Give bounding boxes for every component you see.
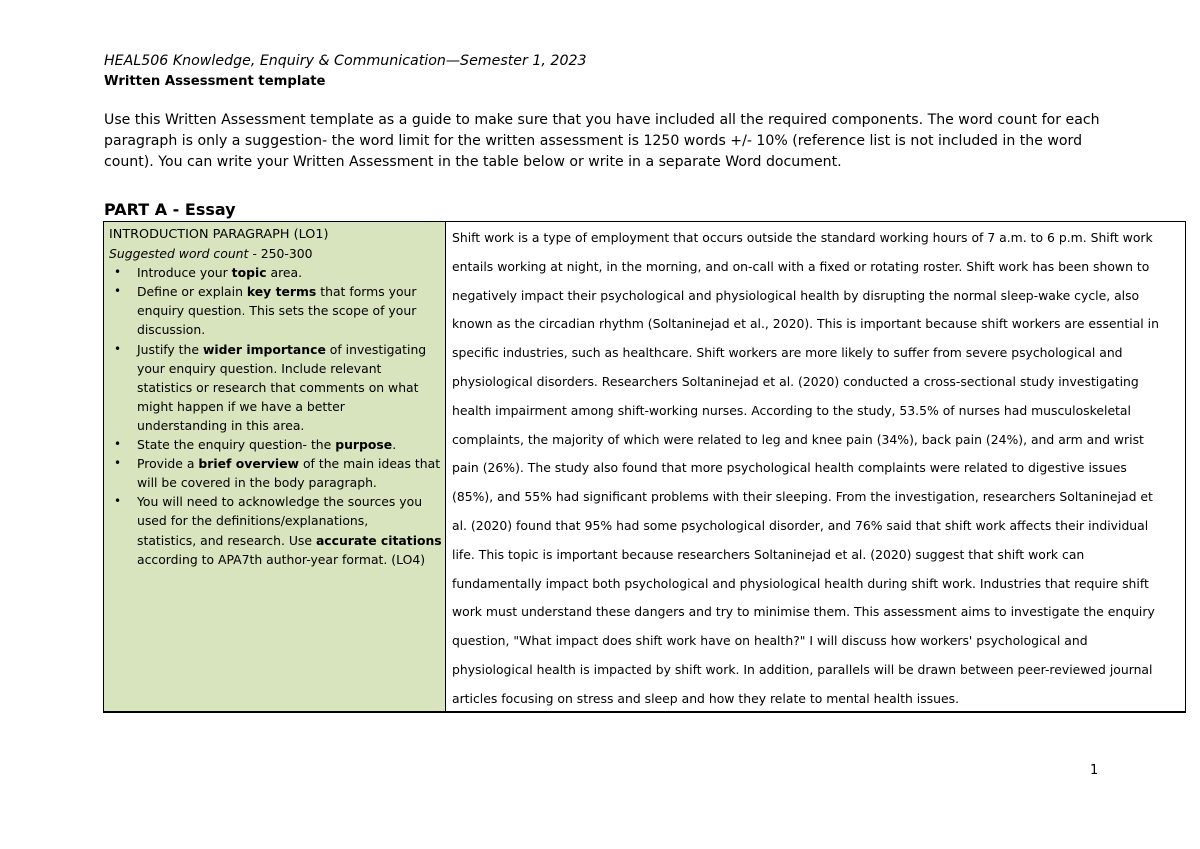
- guideline-line: [137, 416, 441, 435]
- guideline-line: [137, 531, 441, 550]
- guideline-text: used for the definitions/explanations,: [137, 513, 369, 529]
- essay-line: specific industries, such as healthcare. Shift workers are more likely to suffer from severe psychological and: [452, 345, 1123, 361]
- guideline-text: State the enquiry question- the: [137, 437, 336, 453]
- guideline-line: [137, 340, 441, 359]
- essay-line: pain (26%). The study also found that more psychological health complaints were related to digestive issues: [452, 460, 1127, 476]
- guideline-text: You will need to acknowledge the sources you: [137, 494, 423, 510]
- essay-line: work must understand these dangers and try to minimise them. This assessment aims to investigate the enquiry: [452, 604, 1155, 620]
- guideline-text: that forms your: [316, 284, 417, 300]
- guideline-text: area.: [266, 265, 303, 281]
- course-title: HEAL506 Knowledge, Enquiry & Communication—Semester 1, 2023: [104, 53, 587, 69]
- essay-text-cell[interactable]: [446, 222, 1186, 711]
- bullet-icon: •: [114, 284, 122, 299]
- guideline-text: Define or explain: [137, 284, 247, 300]
- guideline-line: [137, 550, 441, 569]
- guideline-line: [137, 492, 441, 511]
- guideline-keyword: topic: [231, 265, 267, 281]
- guideline-item: [109, 492, 441, 568]
- essay-line: articles focusing on stress and sleep and how they relate to mental health issues.: [452, 690, 960, 706]
- guideline-text: statistics, and research. Use: [137, 532, 316, 548]
- word-count-line: [109, 244, 441, 263]
- guideline-text: statistics or research that comments on what: [137, 379, 419, 395]
- guideline-text: Introduce your: [137, 265, 232, 281]
- essay-line: negatively impact their psychological and physiological health by disrupting the normal sleep-wake cycle, also: [452, 287, 1140, 303]
- guideline-text: of investigating: [325, 341, 427, 357]
- guidance-cell: [103, 222, 446, 711]
- guideline-line: [137, 359, 441, 378]
- guideline-text: .: [392, 437, 397, 453]
- guideline-keyword: purpose: [335, 437, 393, 453]
- intro-line: paragraph is only a suggestion- the word limit for the written assessment is 1250 words +/- 10% (reference list is not included in the word: [104, 133, 1083, 149]
- guideline-list: [109, 263, 441, 569]
- guideline-text: enquiry question. This sets the scope of your: [137, 303, 417, 319]
- intro-line: Use this Written Assessment template as a guide to make sure that you have included all the required components. The word count for each: [104, 112, 1100, 128]
- guideline-line: [137, 282, 441, 301]
- part-heading: PART A - Essay: [104, 200, 236, 219]
- intro-line: count). You can write your Written Assessment in the table below or write in a separate Word document.: [104, 154, 842, 170]
- guideline-line: [137, 511, 441, 530]
- guideline-line: [137, 454, 441, 473]
- guideline-line: [137, 263, 441, 282]
- guideline-keyword: key terms: [246, 284, 317, 300]
- guideline-keyword: wider importance: [202, 341, 326, 357]
- guideline-line: [137, 301, 441, 320]
- guideline-text: Provide a: [137, 456, 199, 472]
- word-count-label: Suggested word count: [109, 246, 249, 262]
- guideline-item: [109, 340, 441, 435]
- essay-line: (85%), and 55% had significant problems with their sleeping. From the investigation, researchers Soltaninejad et: [452, 489, 1153, 505]
- bullet-icon: •: [114, 437, 122, 452]
- guideline-text: your enquiry question. Include relevant: [137, 360, 382, 376]
- essay-table: [103, 221, 1186, 713]
- guideline-text: understanding in this area.: [137, 417, 305, 433]
- guideline-line: [137, 320, 441, 339]
- intro-paragraph: [104, 110, 1104, 173]
- essay-line: known as the circadian rhythm (Soltaninejad et al., 2020). This is important because shift workers are essential in: [452, 316, 1159, 332]
- guideline-text: will be covered in the body paragraph.: [137, 475, 377, 491]
- guideline-item: [109, 454, 441, 492]
- page-number: 1: [1090, 763, 1099, 778]
- guideline-item: [109, 435, 441, 454]
- guideline-text: might happen if we have a better: [137, 398, 345, 414]
- guideline-line: [137, 473, 441, 492]
- bullet-icon: •: [114, 456, 122, 471]
- essay-line: Shift work is a type of employment that occurs outside the standard working hours of 7 a.m. to 6 p.m. Shift work: [452, 230, 1153, 245]
- essay-line: life. This topic is important because researchers Soltaninejad et al. (2020) suggest that shift work can: [452, 546, 1085, 562]
- guideline-line: [137, 435, 441, 454]
- guideline-item: [109, 263, 441, 282]
- guideline-keyword: brief overview: [198, 456, 300, 472]
- bullet-icon: •: [114, 265, 122, 280]
- guideline-item: [109, 282, 441, 339]
- bullet-icon: •: [114, 341, 122, 356]
- word-count-value: - 250-300: [248, 246, 313, 262]
- essay-line: health impairment among shift-working nurses. According to the study, 53.5% of nurses had musculoskeletal: [452, 402, 1131, 418]
- guideline-line: [137, 397, 441, 416]
- essay-line: al. (2020) found that 95% had some psychological disorder, and 76% said that shift work affects their individual: [452, 517, 1149, 533]
- essay-line: question, "What impact does shift work have on health?" I will discuss how workers' psychological and: [452, 633, 1088, 649]
- essay-line: complaints, the majority of which were related to leg and knee pain (34%), back pain (24%), and arm and wrist: [452, 431, 1144, 447]
- essay-line: fundamentally impact both psychological and physiological health during shift work. Industries that require shift: [452, 575, 1149, 591]
- essay-line: physiological health is impacted by shift work. In addition, parallels will be drawn between peer-reviewed journal: [452, 661, 1153, 677]
- guideline-text: of the main ideas that: [299, 456, 441, 472]
- section-title: INTRODUCTION PARAGRAPH (LO1): [109, 227, 329, 242]
- guideline-line: [137, 378, 441, 397]
- guideline-text: according to APA7th author-year format. (LO4): [137, 551, 426, 567]
- guideline-keyword: accurate citations: [315, 532, 442, 548]
- essay-line: physiological disorders. Researchers Soltaninejad et al. (2020) conducted a cross-sectional study investigating: [452, 373, 1139, 389]
- guideline-text: Justify the: [137, 341, 203, 357]
- template-title: Written Assessment template: [104, 74, 326, 89]
- essay-line: entails working at night, in the morning, and on-call with a fixed or rotating roster. Shift work has been shown to: [452, 258, 1150, 274]
- bullet-icon: •: [114, 494, 122, 509]
- guideline-text: discussion.: [137, 322, 206, 338]
